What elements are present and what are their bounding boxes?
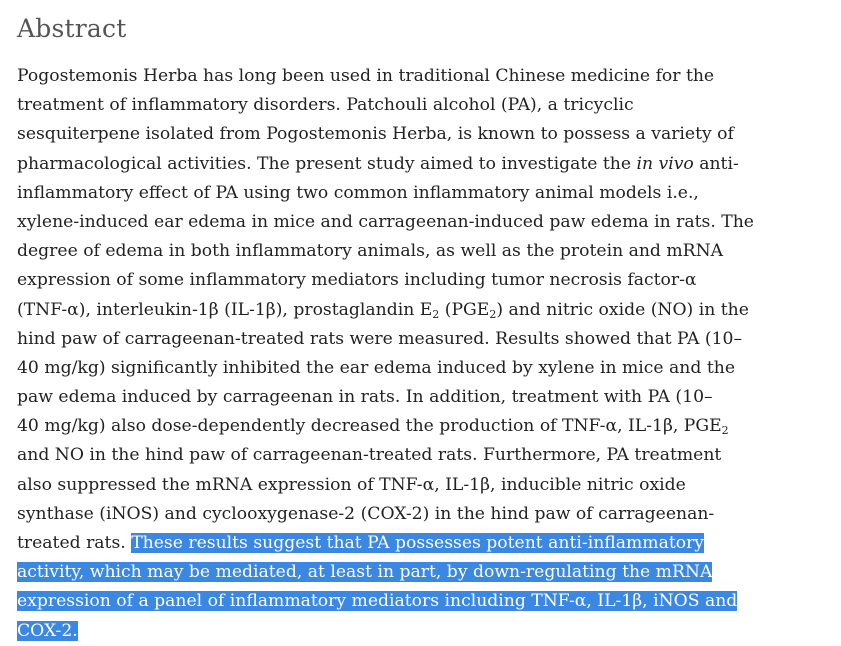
text-run: treated rats. <box>17 533 132 553</box>
text-line: inflammatory effect of PA using two common inflammatory animal models i.e., <box>17 182 699 203</box>
subscript: 2 <box>432 307 440 321</box>
text-line: and NO in the hind paw of carrageenan-treated rats. Furthermore, PA treatment <box>17 445 722 466</box>
text-run: (TNF-α), interleukin-1β (IL-1β), prostaglandin E <box>17 299 433 320</box>
text-line: xylene-induced ear edema in mice and carrageenan-induced paw edema in rats. The <box>17 211 754 232</box>
text-run: (PGE <box>439 299 490 320</box>
text-line <box>17 617 833 646</box>
text-line: Pogostemonis Herba has long been used in traditional Chinese medicine for the <box>17 66 715 86</box>
subscript: 2 <box>489 307 497 321</box>
subscript: 2 <box>721 424 729 438</box>
text-line <box>17 412 833 441</box>
italic-term: in vivo <box>636 153 694 174</box>
selected-text[interactable]: COX-2. <box>17 620 78 641</box>
text-line <box>17 587 833 616</box>
text-line: sesquiterpene isolated from Pogostemonis Herba, is known to possess a variety of <box>17 124 734 145</box>
text-line <box>17 529 833 558</box>
text-line <box>17 296 833 325</box>
abstract-heading: Abstract <box>17 14 127 43</box>
text-line <box>17 558 833 587</box>
text-run: pharmacological activities. The present study aimed to investigate the <box>17 153 637 174</box>
text-line: expression of some inflammatory mediators including tumor necrosis factor-α <box>17 270 697 291</box>
text-run: ) and nitric oxide (NO) in the <box>496 299 749 320</box>
selected-text[interactable]: activity, which may be mediated, at least in part, by down-regulating the mRNA <box>17 562 713 583</box>
text-run: 40 mg/kg) also dose-dependently decreased the production of TNF-α, IL-1β, PGE <box>17 416 722 437</box>
text-line: degree of edema in both inflammatory animals, as well as the protein and mRNA <box>17 241 724 262</box>
text-line: paw edema induced by carrageenan in rats. In addition, treatment with PA (10– <box>17 387 713 408</box>
text-line: hind paw of carrageenan-treated rats were measured. Results showed that PA (10– <box>17 328 743 349</box>
selected-text[interactable]: expression of a panel of inflammatory mediators including TNF-α, IL-1β, iNOS and <box>17 591 738 612</box>
text-line: also suppressed the mRNA expression of TNF-α, IL-1β, inducible nitric oxide <box>17 474 686 495</box>
abstract-text[interactable] <box>17 62 833 646</box>
text-line: 40 mg/kg) significantly inhibited the ear edema induced by xylene in mice and the <box>17 357 735 378</box>
text-line: treatment of inflammatory disorders. Patchouli alcohol (PA), a tricyclic <box>17 95 634 116</box>
text-line: synthase (iNOS) and cyclooxygenase-2 (COX-2) in the hind paw of carrageenan- <box>17 503 715 524</box>
text-run: anti- <box>693 153 739 174</box>
text-line <box>17 150 833 179</box>
selected-text[interactable]: These results suggest that PA possesses potent anti-inflammatory <box>131 533 704 553</box>
